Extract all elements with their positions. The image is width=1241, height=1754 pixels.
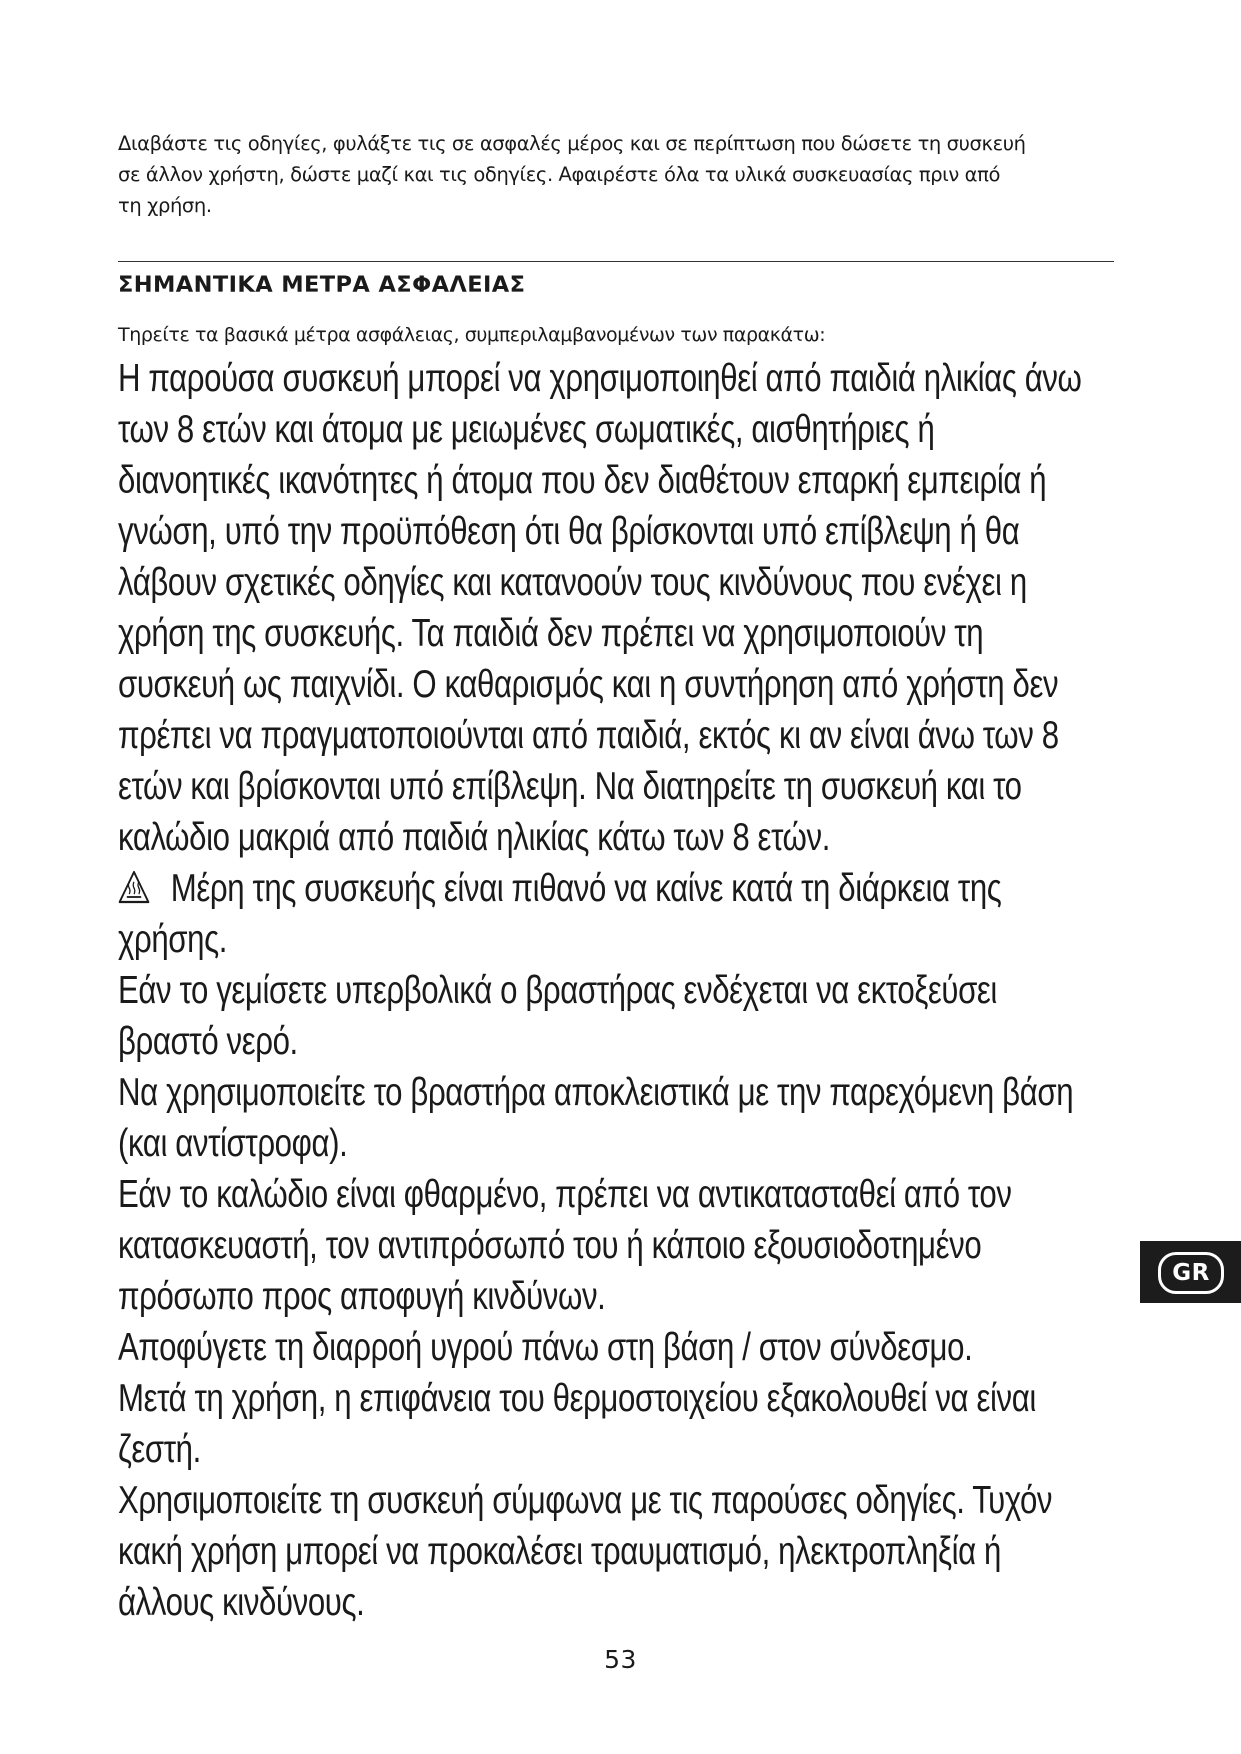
body-line: διανοητικές ικανότητες ή άτομα που δεν διαθέτουν επαρκή εμπειρία ή (118, 459, 1047, 502)
intro-line: τη χρήση. (118, 194, 212, 217)
safety-text (118, 353, 1110, 1628)
hot-surface-warning-icon (118, 870, 150, 904)
body-line: Χρησιμοποιείτε τη συσκευή σύμφωνα με τις παρούσες οδηγίες. Τυχόν (118, 1479, 1053, 1522)
body-line: Εάν το γεμίσετε υπερβολικά ο βραστήρας ενδέχεται να εκτοξεύσει (118, 969, 997, 1012)
intro-paragraph (118, 128, 1118, 221)
warning-line (118, 863, 1110, 914)
section-subheading: Τηρείτε τα βασικά μέτρα ασφάλειας, συμπεριλαμβανομένων των παρακάτω: (118, 324, 826, 346)
section-heading: ΣΗΜΑΝΤΙΚΑ ΜΕΤΡΑ ΑΣΦΑΛΕΙΑΣ (118, 272, 526, 298)
page-number: 53 (604, 1645, 637, 1674)
body-line: βραστό νερό. (118, 1020, 298, 1063)
body-line: πρέπει να πραγματοποιούνται από παιδιά, εκτός κι αν είναι άνω των 8 (118, 714, 1059, 757)
intro-line: Διαβάστε τις οδηγίες, φυλάξτε τις σε ασφαλές μέρος και σε περίπτωση που δώσετε τη συσκευή (118, 132, 1026, 155)
body-line: Μετά τη χρήση, η επιφάνεια του θερμοστοιχείου εξακολουθεί να είναι (118, 1377, 1036, 1420)
warning-text: Μέρη της συσκευής είναι πιθανό να καίνε κατά τη διάρκεια της (170, 867, 1002, 910)
body-line: ζεστή. (118, 1428, 201, 1471)
body-line: πρόσωπο προς αποφυγή κινδύνων. (118, 1275, 606, 1318)
language-tab (1140, 1241, 1241, 1303)
body-line: (και αντίστροφα). (118, 1122, 348, 1165)
body-line: Η παρούσα συσκευή μπορεί να χρησιμοποιηθεί από παιδιά ηλικίας άνω (118, 357, 1082, 400)
body-line: Εάν το καλώδιο είναι φθαρμένο, πρέπει να αντικατασταθεί από τον (118, 1173, 1012, 1216)
body-line: γνώση, υπό την προϋπόθεση ότι θα βρίσκονται υπό επίβλεψη ή θα (118, 510, 1020, 553)
language-badge: GR (1158, 1252, 1224, 1294)
body-line: άλλους κινδύνους. (118, 1581, 365, 1624)
body-line: χρήσης. (118, 918, 227, 961)
body-line: κατασκευαστή, τον αντιπρόσωπό του ή κάποιο εξουσιοδοτημένο (118, 1224, 982, 1267)
body-line: καλώδιο μακριά από παιδιά ηλικίας κάτω των 8 ετών. (118, 816, 830, 859)
section-divider (118, 261, 1114, 262)
body-line: λάβουν σχετικές οδηγίες και κατανοούν τους κινδύνους που ενέχει η (118, 561, 1027, 604)
intro-line: σε άλλον χρήστη, δώστε μαζί και τις οδηγίες. Αφαιρέστε όλα τα υλικά συσκευασίας πριν από (118, 163, 1000, 186)
body-line: ετών και βρίσκονται υπό επίβλεψη. Να διατηρείτε τη συσκευή και το (118, 765, 1022, 808)
body-line: χρήση της συσκευής. Τα παιδιά δεν πρέπει να χρησιμοποιούν τη (118, 612, 984, 655)
body-line: των 8 ετών και άτομα με μειωμένες σωματικές, αισθητήριες ή (118, 408, 935, 451)
body-line: κακή χρήση μπορεί να προκαλέσει τραυματισμό, ηλεκτροπληξία ή (118, 1530, 1002, 1573)
body-line: Αποφύγετε τη διαρροή υγρού πάνω στη βάση / στον σύνδεσμο. (118, 1326, 973, 1369)
body-line: συσκευή ως παιχνίδι. Ο καθαρισμός και η συντήρηση από χρήστη δεν (118, 663, 1059, 706)
body-line: Να χρησιμοποιείτε το βραστήρα αποκλειστικά με την παρεχόμενη βάση (118, 1071, 1074, 1114)
